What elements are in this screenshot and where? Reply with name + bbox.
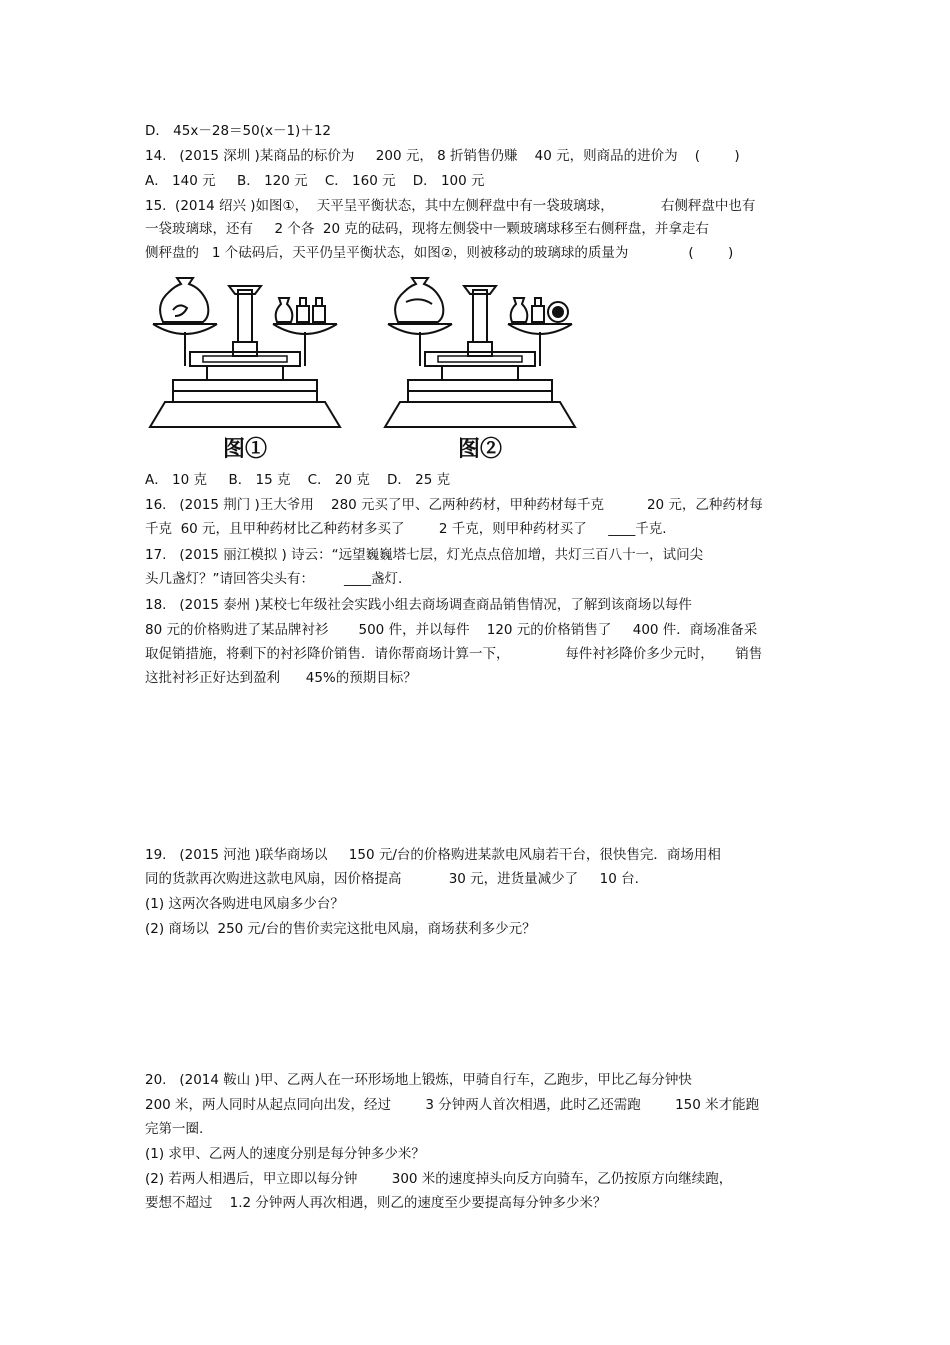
question-18-line-4: 这批衬衫正好达到盈利 45%的预期目标？: [145, 670, 417, 686]
question-20-line-1: 20. (2014 鞍山 )甲、乙两人在一环形场地上锻炼，甲骑自行车，乙跑步，甲比乙每分钟快: [145, 1072, 692, 1088]
option-d-line: D． 45x－28＝50(x－1)＋12: [145, 123, 332, 139]
question-20-part-2: (2) 若两人相遇后，甲立即以每分钟 300 米的速度掉头向反方向骑车，乙仍按原方向继续跑，: [145, 1171, 733, 1187]
question-18-line-2: 80 元的价格购进了某品牌衬衫 500 件，并以每件 120 元的价格销售了 400 件．商场准备采: [145, 622, 758, 638]
question-19-line-1: 19. (2015 河池 )联华商场以 150 元/台的价格购进某款电风扇若干台，很快售完．商场用相: [145, 847, 721, 863]
balance-figure-1: [145, 272, 345, 468]
balance-scale-1-icon: [145, 272, 345, 432]
balance-scale-2-icon: [380, 272, 580, 432]
figure-1-caption: 图①: [222, 436, 267, 462]
balance-figures: [145, 272, 585, 468]
question-20-part-1: (1) 求甲、乙两人的速度分别是每分钟多少米？: [145, 1146, 425, 1162]
question-18-line-3: 取促销措施，将剩下的衬衫降价销售．请你帮商场计算一下， 每件衬衫降价多少元时， 销售: [145, 646, 763, 662]
question-17-line-2: 头几盏灯？”请回答尖头有： ____盏灯.: [145, 571, 403, 587]
question-20-line-6: 要想不超过 1.2 分钟两人再次相遇，则乙的速度至少要提高每分钟多少米？: [145, 1195, 607, 1211]
question-16-line-2: 千克 60 元，且甲种药材比乙种药材多买了 2 千克，则甲种药材买了 ____千克.: [145, 521, 667, 537]
question-20-line-3: 完第一圈.: [145, 1121, 204, 1137]
balance-figure-2: [380, 272, 580, 468]
question-20-line-2: 200 米，两人同时从起点同向出发，经过 3 分钟两人首次相遇，此时乙还需跑 150 米才能跑: [145, 1097, 760, 1113]
question-19-part-2: (2) 商场以 250 元/台的售价卖完这批电风扇，商场获利多少元？: [145, 921, 536, 937]
question-18-line-1: 18. (2015 泰州 )某校七年级社会实践小组去商场调查商品销售情况，了解到该商场以每件: [145, 597, 692, 613]
question-15-line-3: 侧秤盘的 1 个砝码后，天平仍呈平衡状态，如图②，则被移动的玻璃球的质量为 ( ): [145, 245, 734, 261]
question-17-line-1: 17. (2015 丽江模拟 ) 诗云：“远望巍巍塔七层，灯光点点倍加增，共灯三百八十一，试问尖: [145, 547, 704, 563]
figure-2-caption: 图②: [457, 436, 502, 462]
question-19-line-2: 同的货款再次购进这款电风扇，因价格提高 30 元，进货量减少了 10 台.: [145, 871, 639, 887]
question-16-line-1: 16. (2015 荆门 )王大爷用 280 元买了甲、乙两种药材，甲种药材每千克 20 元，乙种药材每: [145, 497, 763, 513]
question-14: 14. (2015 深圳 )某商品的标价为 200 元， 8 折销售仍赚 40 元，则商品的进价为 ( ): [145, 148, 740, 164]
question-15-options: A． 10 克 B． 15 克 C． 20 克 D． 25 克: [145, 472, 451, 488]
question-15-line-1: 15. (2014 绍兴 )如图①， 天平呈平衡状态，其中左侧秤盘中有一袋玻璃球， 右侧秤盘中也有: [145, 198, 756, 214]
question-15-line-2: 一袋玻璃球，还有 2 个各 20 克的砝码，现将左侧袋中一颗玻璃球移至右侧秤盘，并拿走右: [145, 221, 709, 237]
question-19-part-1: (1) 这两次各购进电风扇多少台？: [145, 896, 344, 912]
question-14-options: A． 140 元 B． 120 元 C． 160 元 D． 100 元: [145, 173, 485, 189]
